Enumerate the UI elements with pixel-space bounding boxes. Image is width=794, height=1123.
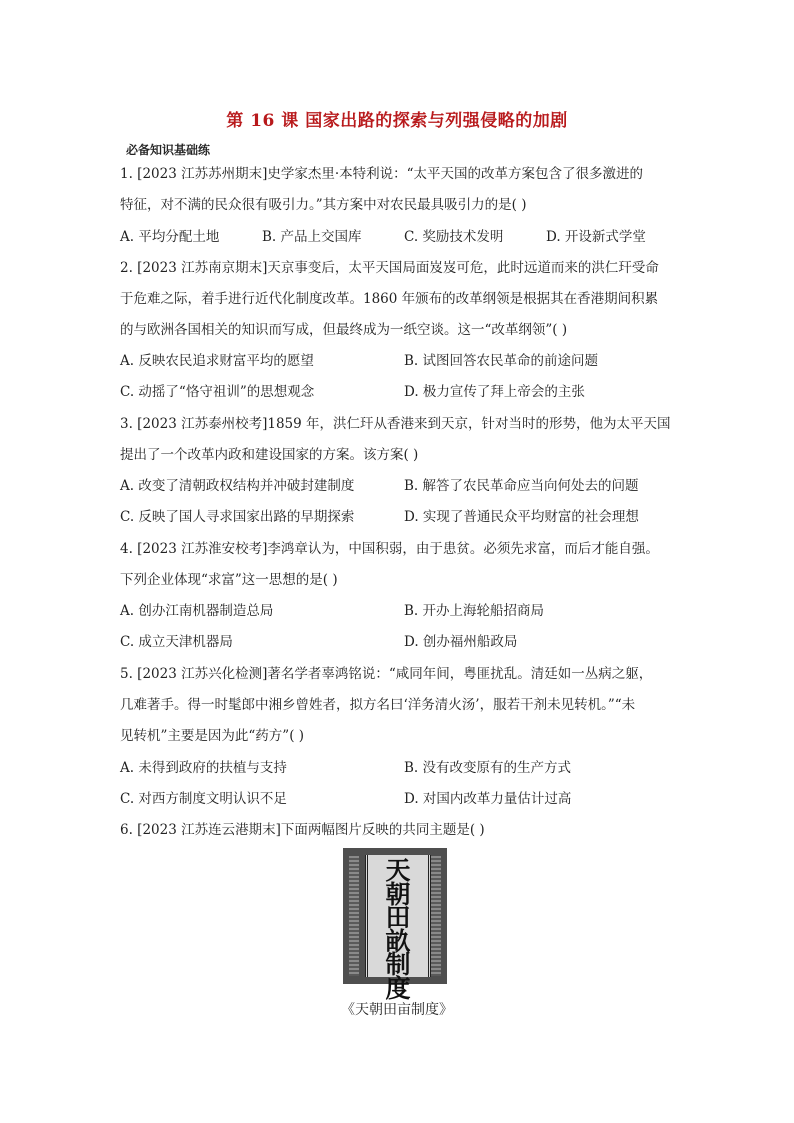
figure-caption: 《天朝田亩制度》 bbox=[341, 1002, 453, 1018]
cover-title-text bbox=[368, 856, 428, 1003]
q3-line-2: 提出了一个改革内政和建设国家的方案。该方案( ) bbox=[120, 447, 419, 463]
cover-stripe-right bbox=[431, 856, 441, 976]
q1-line-1: 1. [2023 江苏苏州期末]史学家杰里·本特利说：“太平天国的改革方案包含了很多激进的 bbox=[120, 166, 644, 182]
q3-option-d[interactable]: D. 实现了普通民众平均财富的社会理想 bbox=[404, 509, 639, 525]
q2-line-3: 的与欧洲各国相关的知识而写成，但最终成为一纸空谈。这一“改革纲领”( ) bbox=[120, 322, 568, 338]
q3-option-c[interactable]: C. 反映了国人寻求国家出路的早期探索 bbox=[120, 509, 355, 525]
q2-option-b[interactable]: B. 试图回答农民革命的前途问题 bbox=[404, 353, 599, 369]
q5-line-3: 见转机”主要是因为此“药方”( ) bbox=[120, 728, 305, 744]
q4-line-2: 下列企业体现“求富”这一思想的是( ) bbox=[120, 572, 338, 588]
q5-option-d[interactable]: D. 对国内改革力量估计过高 bbox=[404, 791, 572, 807]
q2-option-a[interactable]: A. 反映农民追求财富平均的愿望 bbox=[120, 353, 314, 369]
cover-char: 朝 bbox=[385, 879, 411, 909]
section-heading: 必备知识基础练 bbox=[126, 143, 211, 157]
q2-line-1: 2. [2023 江苏南京期末]天京事变后，太平天国局面岌岌可危，此时远道而来的洪仁玕受命 bbox=[120, 260, 659, 276]
q4-option-b[interactable]: B. 开办上海轮船招商局 bbox=[404, 603, 545, 619]
q3-line-1: 3. [2023 江苏泰州校考]1859 年，洪仁玕从香港来到天京，针对当时的形势，他为太平天国 bbox=[120, 416, 671, 432]
cover-char: 畝 bbox=[385, 926, 411, 956]
cover-char: 田 bbox=[385, 903, 411, 932]
q5-option-a[interactable]: A. 未得到政府的扶植与支持 bbox=[120, 760, 287, 776]
q5-line-1: 5. [2023 江苏兴化检测]著名学者辜鸿铭说：“咸同年间，粤匪扰乱。清廷如一丛病之躯， bbox=[120, 666, 653, 682]
q5-option-b[interactable]: B. 没有改变原有的生产方式 bbox=[404, 760, 572, 776]
q3-option-a[interactable]: A. 改变了清朝政权结构并冲破封建制度 bbox=[120, 478, 355, 494]
lesson-title: 第 16 课 国家出路的探索与列强侵略的加剧 bbox=[226, 111, 568, 131]
q1-option-b[interactable]: B. 产品上交国库 bbox=[262, 229, 362, 245]
q4-option-c[interactable]: C. 成立天津机器局 bbox=[120, 634, 233, 650]
q2-line-2: 于危难之际，着手进行近代化制度改革。1860 年颁布的改革纲领是根据其在香港期间积累 bbox=[120, 291, 659, 307]
cover-char: 制 bbox=[385, 950, 411, 979]
q2-option-d[interactable]: D. 极力宣传了拜上帝会的主张 bbox=[404, 384, 585, 400]
cover-title-panel bbox=[365, 855, 431, 1003]
cover-stripe-left bbox=[349, 856, 359, 976]
q6-line-1: 6. [2023 江苏连云港期末]下面两幅图片反映的共同主题是( ) bbox=[120, 822, 485, 838]
q3-option-b[interactable]: B. 解答了农民革命应当向何处去的问题 bbox=[404, 478, 639, 494]
q4-option-a[interactable]: A. 创办江南机器制造总局 bbox=[120, 603, 274, 619]
q1-line-2: 特征，对不满的民众很有吸引力。”其方案中对农民最具吸引力的是( ) bbox=[120, 197, 527, 213]
q1-option-c[interactable]: C. 奖励技术发明 bbox=[404, 229, 504, 245]
q4-line-1: 4. [2023 江苏淮安校考]李鸿章认为，中国积弱，由于患贫。必须先求富，而后才能自强。 bbox=[120, 541, 659, 557]
q5-option-c[interactable]: C. 对西方制度文明认识不足 bbox=[120, 791, 287, 807]
q2-option-c[interactable]: C. 动摇了“恪守祖训”的思想观念 bbox=[120, 384, 315, 400]
q4-option-d[interactable]: D. 创办福州船政局 bbox=[404, 634, 518, 650]
q1-option-d[interactable]: D. 开设新式学堂 bbox=[546, 229, 646, 245]
q5-line-2: 几难著手。得一时髦郎中湘乡曾姓者，拟方名曰‘洋务清火汤’，服若干剂未见转机。”“未 bbox=[120, 697, 636, 713]
book-cover-image bbox=[343, 848, 447, 1003]
cover-char: 度 bbox=[385, 973, 411, 1003]
q1-option-a[interactable]: A. 平均分配土地 bbox=[120, 229, 220, 245]
cover-char: 天 bbox=[385, 856, 411, 885]
